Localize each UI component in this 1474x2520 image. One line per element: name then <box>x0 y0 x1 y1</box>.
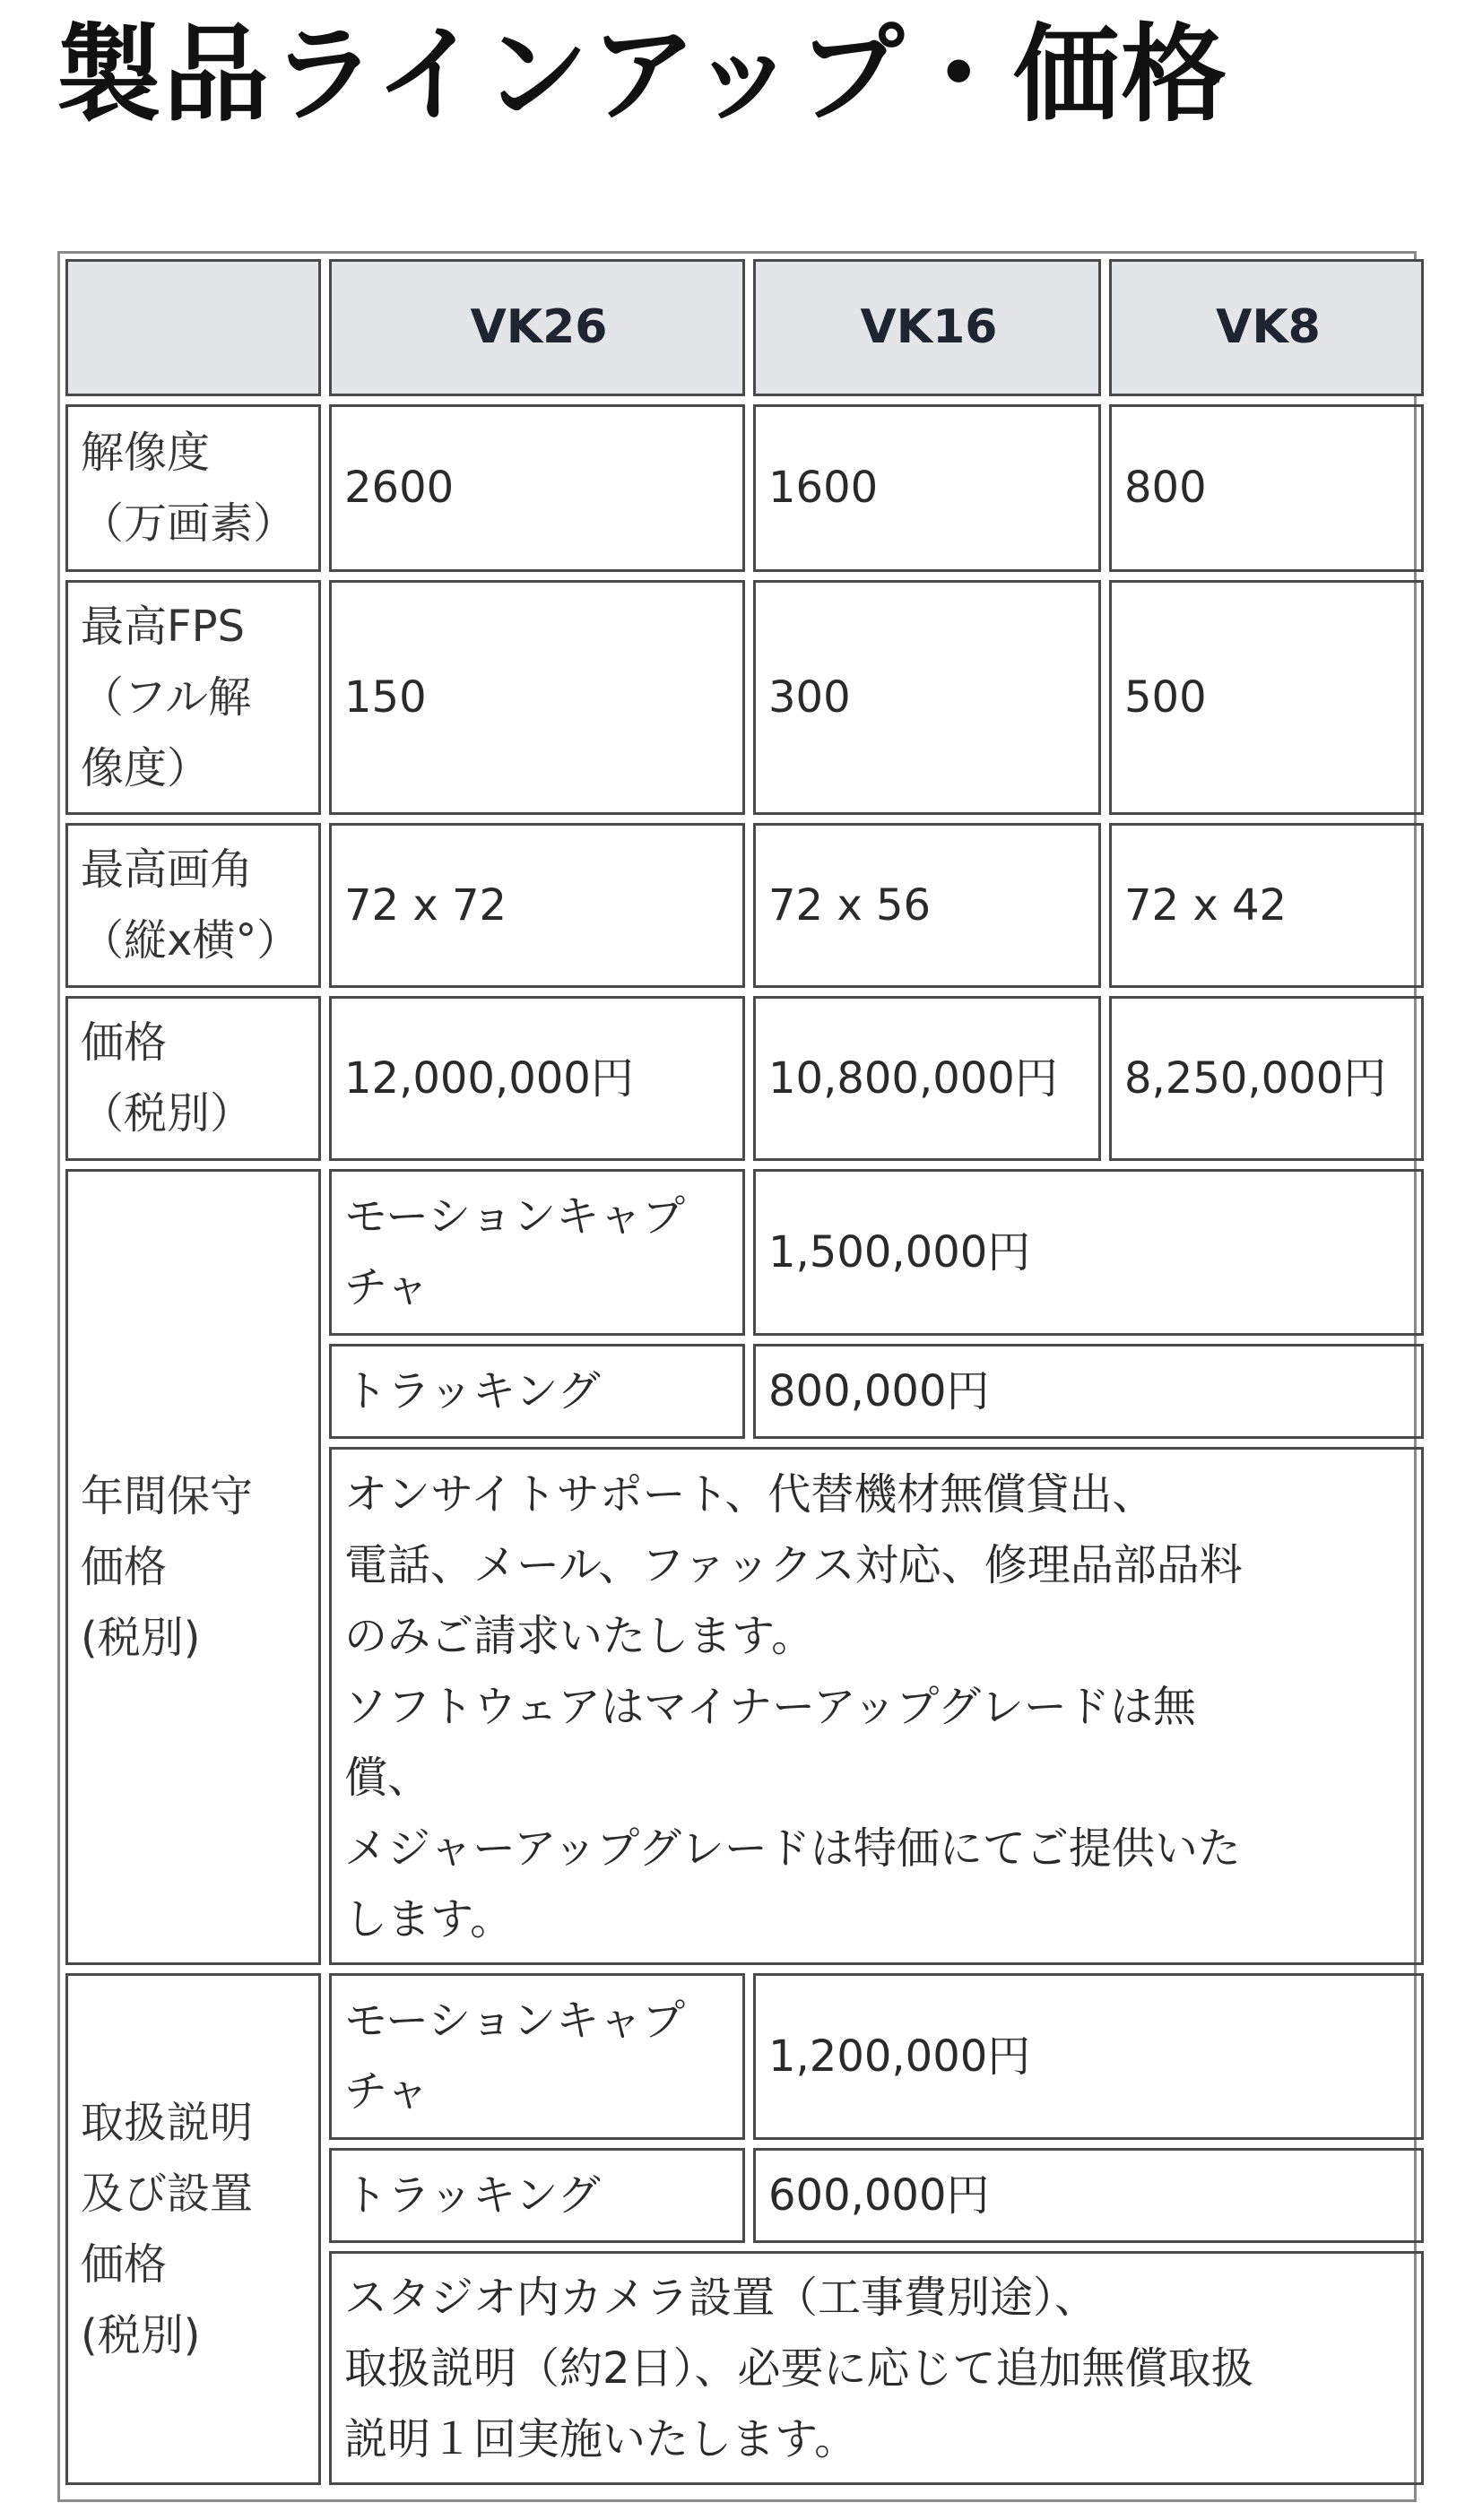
sub-label-line: モーションキャプ <box>344 1996 686 2046</box>
row-label-price <box>65 996 321 1161</box>
note-line: 償、 <box>344 1752 431 1803</box>
row-label-line: 取扱説明 <box>81 2097 254 2148</box>
row-label-line: 年間保守 <box>81 1470 254 1521</box>
row-label-fov <box>65 823 321 988</box>
fov-vk16: 72 x 56 <box>753 823 1101 988</box>
price-vk26: 12,000,000円 <box>329 996 745 1161</box>
row-label-installation <box>65 1973 321 2485</box>
model-header-vk26: VK26 <box>329 259 745 396</box>
row-label-maintenance <box>65 1169 321 1965</box>
row-label-line: (税別) <box>81 1612 201 1663</box>
row-label-line: 価格 <box>81 1541 168 1592</box>
note-line: ソフトウェアはマイナーアップグレードは無 <box>344 1681 1196 1732</box>
page-title: 製品ラインアップ・価格 <box>56 13 1229 136</box>
price-vk8: 8,250,000円 <box>1109 996 1424 1161</box>
row-label-line: 最高画角 <box>81 844 254 895</box>
installation-tracking-label: トラッキング <box>329 2148 745 2243</box>
price-vk16: 10,800,000円 <box>753 996 1101 1161</box>
note-line: のみご請求いたします。 <box>344 1610 815 1661</box>
resolution-vk8: 800 <box>1109 404 1424 572</box>
note-line: メジャーアップグレードは特価にてご提供いた <box>344 1823 1241 1874</box>
fps-vk8: 500 <box>1109 580 1424 815</box>
row-label-line: 価格 <box>81 2239 168 2290</box>
maintenance-motion-capture-label <box>329 1169 745 1336</box>
maintenance-tracking-label: トラッキング <box>329 1344 745 1439</box>
fps-vk16: 300 <box>753 580 1101 815</box>
row-label-line: 価格 <box>81 1018 168 1068</box>
note-line: 説明１回実施いたします。 <box>344 2414 858 2464</box>
fps-vk26: 150 <box>329 580 745 815</box>
installation-note <box>329 2251 1424 2485</box>
resolution-vk16: 1600 <box>753 404 1101 572</box>
note-line: オンサイトサポート、代替機材無償貸出、 <box>344 1468 1156 1520</box>
row-label-resolution <box>65 404 321 572</box>
installation-tracking-price: 600,000円 <box>753 2148 1424 2243</box>
maintenance-motion-capture-price: 1,500,000円 <box>753 1169 1424 1336</box>
installation-motion-capture-price: 1,200,000円 <box>753 1973 1424 2140</box>
row-label-line: 及び設置 <box>81 2168 254 2219</box>
row-label-line: 解像度 <box>81 427 211 478</box>
resolution-vk26: 2600 <box>329 404 745 572</box>
row-label-line: （フル解 <box>81 671 252 723</box>
note-line: 電話、メール、ファックス対応、修理品部品料 <box>344 1539 1243 1590</box>
model-header-vk8: VK8 <box>1109 259 1424 396</box>
sub-label-line: モーションキャプ <box>344 1191 686 1242</box>
row-label-line: 最高FPS <box>81 601 246 652</box>
row-label-line: 像度） <box>81 742 211 793</box>
note-line: 取扱説明（約2日）、必要に応じて追加無償取扱 <box>344 2343 1254 2394</box>
installation-motion-capture-label <box>329 1973 745 2140</box>
maintenance-note <box>329 1447 1424 1965</box>
fov-vk26: 72 x 72 <box>329 823 745 988</box>
model-header-vk16: VK16 <box>753 259 1101 396</box>
row-label-line: (税別) <box>81 2309 201 2360</box>
row-label-line: （税別） <box>81 1088 254 1139</box>
product-price-table <box>57 251 1432 2493</box>
row-label-line: （万画素） <box>81 498 297 549</box>
sub-label-line: チャ <box>344 2066 429 2117</box>
note-line: スタジオ内カメラ設置（工事費別途）、 <box>344 2273 1098 2323</box>
sub-label-line: チャ <box>344 1262 429 1312</box>
product-table-frame <box>57 251 1417 2502</box>
fov-vk8: 72 x 42 <box>1109 823 1424 988</box>
row-label-line: （縦x横°） <box>81 915 300 966</box>
table-corner-header <box>65 259 321 396</box>
maintenance-tracking-price: 800,000円 <box>753 1344 1424 1439</box>
row-label-fps <box>65 580 321 815</box>
note-line: します。 <box>344 1893 514 1944</box>
